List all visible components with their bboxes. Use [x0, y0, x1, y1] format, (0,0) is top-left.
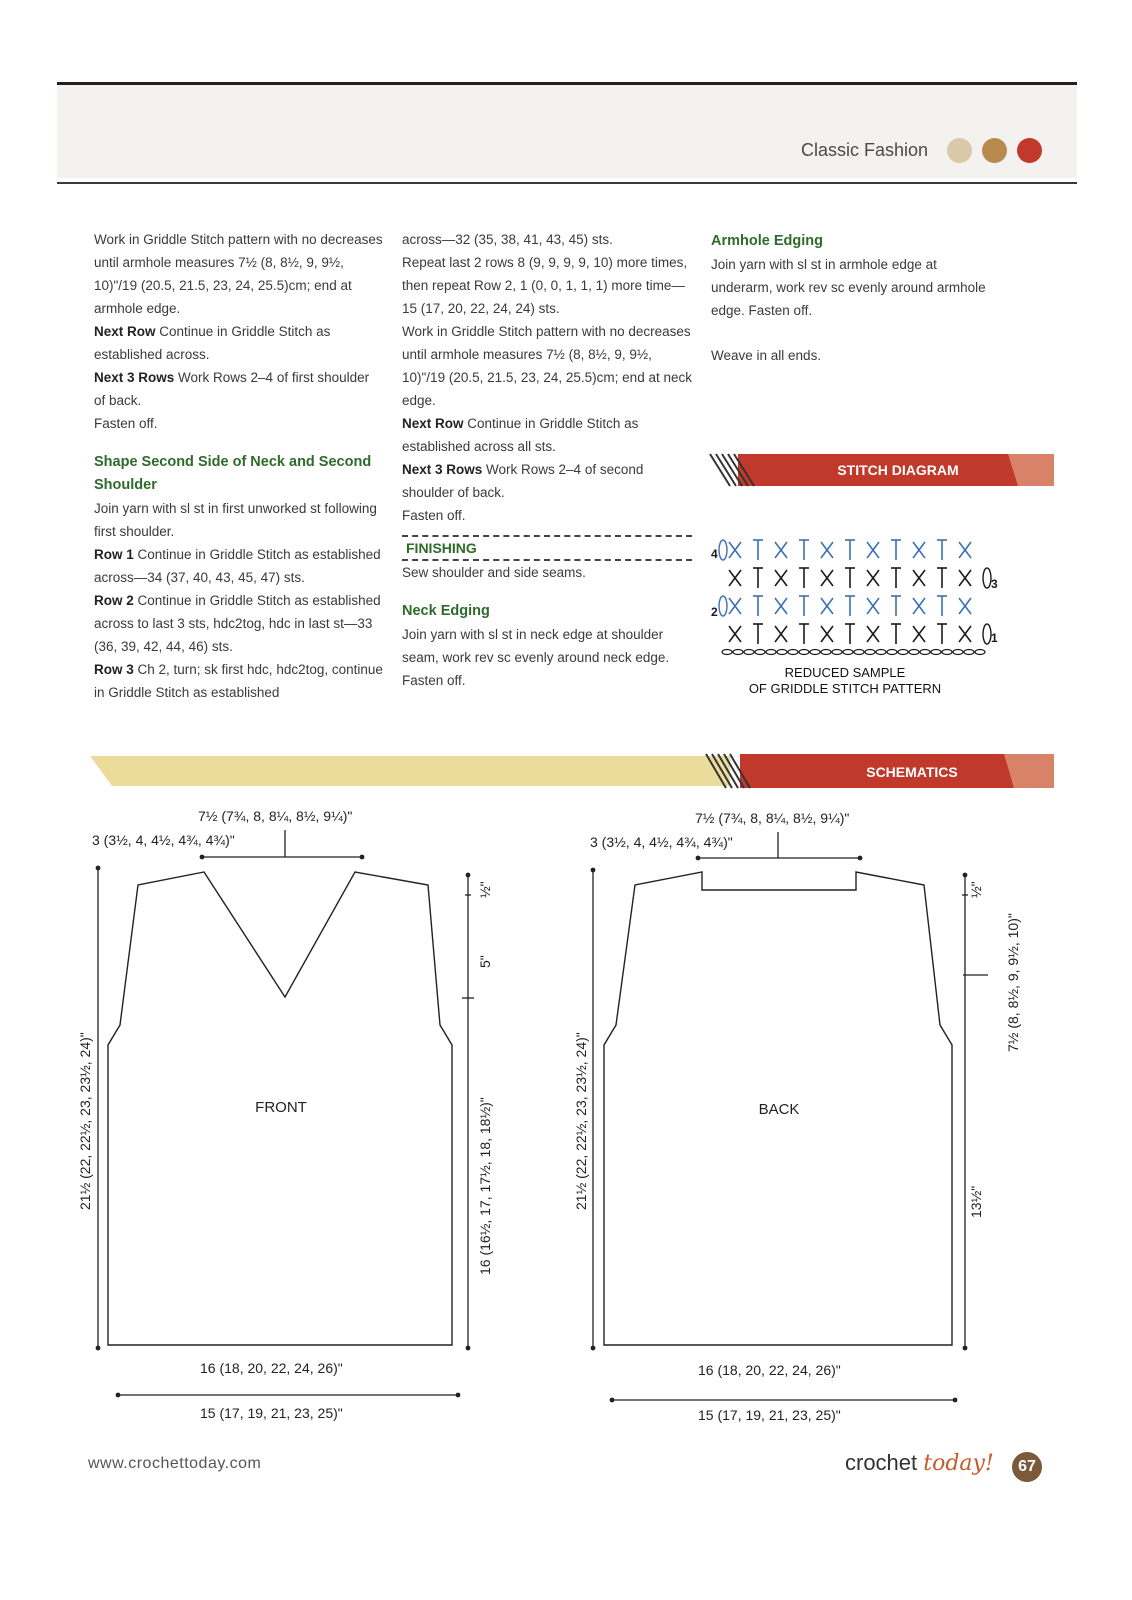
- text-column-2: [402, 228, 692, 692]
- dot-brown: [982, 138, 1007, 163]
- front-width-lower: 15 (17, 19, 21, 23, 25)": [200, 1405, 343, 1421]
- turning-chain-mark: [983, 568, 991, 588]
- front-shoulder-drop: ½": [477, 881, 493, 898]
- stitch-caption: [740, 665, 950, 697]
- chain-stitch-mark: [810, 650, 820, 655]
- back-label: BACK: [758, 1101, 800, 1118]
- chain-stitch-mark: [975, 650, 985, 655]
- caption-line: REDUCED SAMPLE: [784, 665, 906, 680]
- chain-stitch-mark: [920, 650, 930, 655]
- back-top-width: 7½ (7¾, 8, 8¼, 8½, 9¼)": [695, 810, 850, 826]
- header-band: [57, 82, 1077, 178]
- banner-label: STITCH DIAGRAM: [837, 462, 959, 478]
- instruction: [94, 658, 384, 704]
- instruction: [94, 589, 384, 658]
- instruction: [402, 412, 692, 458]
- chain-stitch-mark: [942, 650, 952, 655]
- stitch-diagram: [705, 530, 1005, 670]
- paragraph: Join yarn with sl st in first unworked st following first shoulder.: [94, 501, 377, 539]
- instruction: [94, 543, 384, 589]
- banner-label: SCHEMATICS: [866, 764, 958, 780]
- header-rule: [57, 182, 1077, 184]
- fasten-off: Fasten off.: [402, 508, 466, 523]
- chain-stitch-mark: [821, 650, 831, 655]
- paragraph: Work in Griddle Stitch pattern with no decreases until armhole measures 7½ (8, 8½, 9, 9½, 10)"/19 (20.5, 21.5, 23, 24, 25.5)cm; end at neck edge.: [402, 324, 692, 408]
- chain-stitch-mark: [854, 650, 864, 655]
- paragraph: Join yarn with sl st in armhole edge at underarm, work rev sc evenly around armhole edge. Fasten off.: [711, 257, 986, 318]
- page-number: 67: [1012, 1452, 1042, 1482]
- label: Row 2: [94, 593, 134, 608]
- chain-stitch-mark: [766, 650, 776, 655]
- chain-stitch-mark: [733, 650, 743, 655]
- chain-stitch-mark: [722, 650, 732, 655]
- instruction-text: Work Rows 2–4 of second shoulder of back.: [402, 462, 644, 500]
- dot-red: [1017, 138, 1042, 163]
- row-number-2: 2: [711, 605, 718, 619]
- section-heading: Armhole Edging: [711, 233, 823, 249]
- instruction: [94, 366, 384, 412]
- chain-stitch-mark: [898, 650, 908, 655]
- turning-chain-mark: [719, 596, 727, 616]
- instruction-text: Continue in Griddle Stitch as established across to last 3 sts, hdc2tog, hdc in last st—33 (36, 39, 42, 44, 46) sts.: [94, 593, 381, 654]
- back-total-length: 21½ (22, 22½, 23, 23½, 24)": [573, 1032, 589, 1210]
- label: Next 3 Rows: [94, 370, 175, 385]
- instruction-text: Continue in Griddle Stitch as established across all sts.: [402, 416, 639, 454]
- website-url: www.crochettoday.com: [88, 1455, 262, 1472]
- stitch-rows: [719, 540, 991, 655]
- schematics-banner: [90, 750, 1054, 790]
- chain-stitch-mark: [843, 650, 853, 655]
- instruction-text: Continue in Griddle Stitch as established across.: [94, 324, 331, 362]
- turning-chain-mark: [719, 540, 727, 560]
- brand-word: crochet: [845, 1450, 924, 1475]
- front-shoulder-width: 3 (3½, 4, 4½, 4¾, 4¾)": [92, 832, 235, 848]
- text-column-3: [711, 230, 996, 367]
- chain-stitch-mark: [832, 650, 842, 655]
- front-schematic: [80, 800, 520, 1440]
- back-armhole-depth: 7½ (8, 8½, 9, 9½, 10)": [1005, 913, 1021, 1052]
- label: Next 3 Rows: [402, 462, 483, 477]
- instruction-text: Ch 2, turn; sk first hdc, hdc2tog, continue in Griddle Stitch as established: [94, 662, 383, 700]
- label: Next Row: [94, 324, 156, 339]
- paragraph: Work in Griddle Stitch pattern with no decreases until armhole measures 7½ (8, 8½, 9, 9½, 10)"/19 (20.5, 21.5, 23, 24, 25.5)cm; end at armhole edge.: [94, 232, 383, 316]
- brand-logo: [845, 1450, 994, 1476]
- front-width-upper: 16 (18, 20, 22, 24, 26)": [200, 1360, 343, 1376]
- caption-line: OF GRIDDLE STITCH PATTERN: [748, 681, 942, 696]
- paragraph: Repeat last 2 rows 8 (9, 9, 9, 9, 10) more times, then repeat Row 2, 1 (0, 0, 1, 1, 1) more time—15 (17, 20, 22, 24, 24) sts.: [402, 255, 688, 316]
- front-total-length: 21½ (22, 22½, 23, 23½, 24)": [77, 1032, 93, 1210]
- section-heading: Neck Edging: [402, 603, 490, 619]
- top-rule: [57, 82, 1077, 85]
- text-column-1: [94, 228, 384, 704]
- paragraph: Join yarn with sl st in neck edge at shoulder seam, work rev sc evenly around neck edge. Fasten off.: [402, 627, 670, 688]
- front-neck-depth: 5": [477, 955, 493, 968]
- section-heading: Shape Second Side of Neck and Second Shoulder: [94, 454, 372, 493]
- back-side-length: 13½": [968, 1185, 984, 1218]
- chain-stitch-mark: [953, 650, 963, 655]
- label: Row 1: [94, 547, 134, 562]
- back-schematic: [580, 800, 1020, 1440]
- finishing-heading: FINISHING: [402, 535, 692, 561]
- chain-stitch-mark: [777, 650, 787, 655]
- chain-stitch-mark: [788, 650, 798, 655]
- dot-tan: [947, 138, 972, 163]
- instruction: [94, 320, 384, 366]
- chain-stitch-mark: [876, 650, 886, 655]
- chain-stitch-mark: [865, 650, 875, 655]
- label: Next Row: [402, 416, 464, 431]
- chain-stitch-mark: [909, 650, 919, 655]
- section-title: Classic Fashion: [800, 140, 928, 160]
- back-width-lower: 15 (17, 19, 21, 23, 25)": [698, 1407, 841, 1423]
- chain-stitch-mark: [799, 650, 809, 655]
- instruction: [402, 458, 692, 504]
- front-side-length: 16 (16½, 17, 17½, 18, 18½)": [477, 1097, 493, 1275]
- paragraph: Sew shoulder and side seams.: [402, 565, 586, 580]
- chain-stitch-mark: [964, 650, 974, 655]
- front-label: FRONT: [255, 1099, 307, 1116]
- back-width-upper: 16 (18, 20, 22, 24, 26)": [698, 1362, 841, 1378]
- brand-word-script: today!: [923, 1451, 994, 1476]
- paragraph: across—32 (35, 38, 41, 43, 45) sts.: [402, 232, 613, 247]
- instruction-text: Work Rows 2–4 of first shoulder of back.: [94, 370, 370, 408]
- front-top-width: 7½ (7¾, 8, 8¼, 8½, 9¼)": [198, 808, 353, 824]
- row-number-4: 4: [711, 547, 718, 561]
- chain-stitch-mark: [931, 650, 941, 655]
- row-number-1: 1: [991, 631, 998, 645]
- chain-stitch-mark: [755, 650, 765, 655]
- fasten-off: Fasten off.: [94, 416, 158, 431]
- label: Row 3: [94, 662, 134, 677]
- chain-stitch-mark: [887, 650, 897, 655]
- instruction-text: Continue in Griddle Stitch as established across—34 (37, 40, 43, 45, 47) sts.: [94, 547, 381, 585]
- stitch-diagram-banner: [708, 452, 1054, 488]
- chain-stitch-mark: [744, 650, 754, 655]
- row-number-3: 3: [991, 577, 998, 591]
- back-shoulder-width: 3 (3½, 4, 4½, 4¾, 4¾)": [590, 834, 733, 850]
- turning-chain-mark: [983, 624, 991, 644]
- paragraph: Weave in all ends.: [711, 348, 822, 363]
- back-shoulder-drop: ½": [968, 881, 984, 898]
